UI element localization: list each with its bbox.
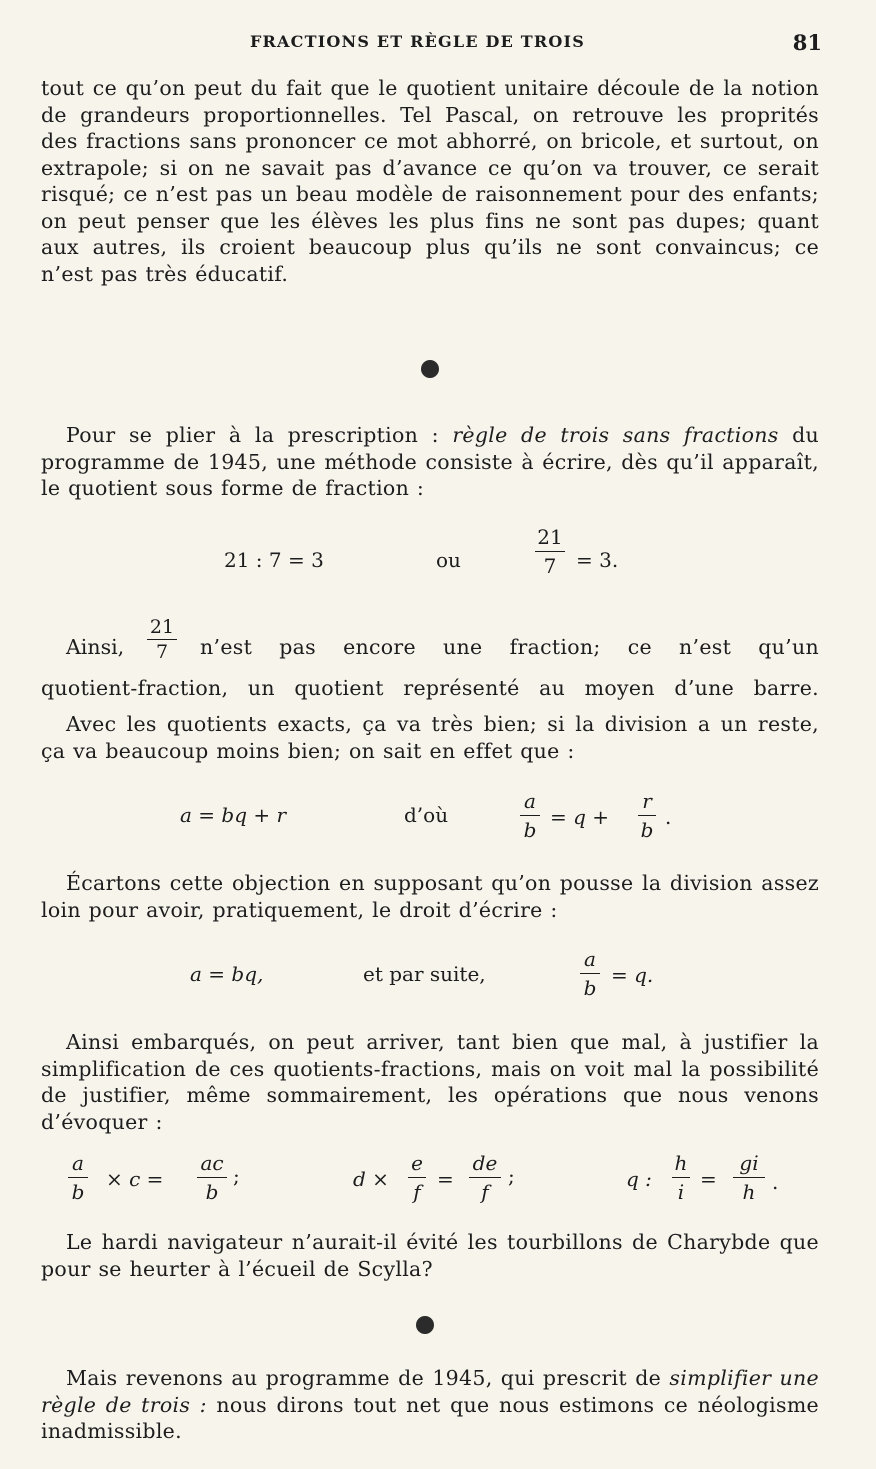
eq4-b-result-denominator: f (481, 1180, 489, 1204)
eq2-denominator-1: b (523, 818, 537, 842)
p3-fraction (147, 616, 177, 663)
eq4-a-end: ; (233, 1164, 240, 1188)
eq2-left: a = bq + r (180, 803, 287, 827)
p3-lead: Ainsi, (66, 635, 125, 659)
eq4-c-lead: q : (626, 1167, 652, 1191)
fraction-bar (520, 815, 540, 816)
eq2-end: . (665, 805, 672, 829)
eq4-b-denominator: f (413, 1180, 421, 1204)
eq4-a-denominator: b (71, 1180, 85, 1204)
fraction-bar (638, 815, 656, 816)
eq4-c-result-denominator: h (742, 1180, 756, 1204)
eq4-a-fraction (68, 1152, 88, 1203)
running-title: FRACTIONS ET RÈGLE DE TROIS (250, 32, 585, 51)
eq3-fraction (580, 948, 600, 999)
eq4-b-fraction (408, 1152, 426, 1203)
paragraph-2 (41, 422, 819, 502)
eq4-c-result (733, 1152, 765, 1203)
eq1-right: = 3. (576, 548, 619, 572)
eq3-left: a = bq, (190, 962, 264, 986)
paragraph-6: Ainsi embarqués, on peut arriver, tant bien que mal, à justifier la simplification de ces quotients-fractions, mais on voit mal la possibilité de justifier, même sommairement, les opérations que nous venons d’évoquer : (41, 1030, 819, 1134)
p8-italic: simplifier une règle de trois : (41, 1366, 819, 1417)
running-header (0, 30, 876, 56)
eq4-a-result-denominator: b (205, 1180, 219, 1204)
eq4-b-lead: d × (353, 1167, 389, 1191)
eq4-c-denominator: i (677, 1180, 685, 1204)
eq4-c-op: = (700, 1167, 717, 1191)
fraction-bar (733, 1177, 765, 1178)
paragraph-5: Écartons cette objection en supposant qu’on pousse la division assez loin pour avoir, pratiquement, le droit d’écrire : (41, 871, 819, 922)
p8-text-after: nous dirons tout net que nous estimons ce néologisme inadmissible. (41, 1392, 819, 1443)
eq4-c-result-numerator: gi (739, 1151, 759, 1175)
paragraph-1: tout ce qu’on peut du fait que le quotient unitaire découle de la notion de grandeurs proportionnelles. Tel Pascal, on retrouve les proprités des fractions sans prononcer ce mot abhorré, on bricole, et surtout, on extrapole; si on ne savait pas d’avance ce qu’on va trouver, ce serait risqué; ce n’est pas un beau modèle de raisonnement pour des enfants; on peut penser que les élèves les plus fins ne sont pas dupes; quant aux autres, ils croient beaucoup plus qu’ils ne sont convaincus; ce n’est pas très éducatif. (41, 76, 819, 286)
fraction-bar (580, 973, 600, 974)
eq4-a-numerator: a (72, 1151, 84, 1175)
p2-text: Pour se plier à la prescription : (66, 423, 453, 447)
fraction-bar (408, 1177, 426, 1178)
eq4-b-numerator: e (411, 1151, 423, 1175)
eq2-numerator-1: a (524, 789, 536, 813)
paragraph-8 (41, 1365, 819, 1445)
eq1-fraction (535, 526, 565, 577)
eq1-denominator: 7 (543, 554, 557, 578)
fraction-bar (68, 1177, 88, 1178)
section-bullet-1 (421, 360, 439, 378)
fraction-bar (147, 639, 177, 640)
eq2-mid: = q + (550, 805, 610, 829)
paragraph-7: Le hardi navigateur n’aurait-il évité les tourbillons de Charybde que pour se heurter à l’écueil de Scylla? (41, 1230, 819, 1281)
eq4-a-op: × c = (106, 1167, 164, 1191)
page-number: 81 (792, 30, 822, 55)
eq4-b-result (469, 1152, 501, 1203)
eq2-fraction-1 (520, 790, 540, 841)
eq3-right: = q. (611, 963, 654, 987)
eq2-denominator-2: b (640, 818, 654, 842)
eq1-numerator: 21 (537, 525, 563, 549)
eq2-connector: d’où (404, 803, 449, 827)
eq1-connector: ou (436, 548, 461, 572)
p3-line2: quotient-fraction, un quotient représenté au moyen d’une barre. (41, 676, 819, 700)
p3-tail: n’est pas encore une fraction; ce n’est qu’un (200, 635, 819, 659)
eq3-numerator: a (584, 947, 596, 971)
eq3-denominator: b (583, 976, 597, 1000)
eq3-connector: et par suite, (363, 962, 486, 986)
eq4-c-end: . (772, 1170, 779, 1194)
fraction-bar (672, 1177, 690, 1178)
p2-text-after: du programme de 1945, une méthode consiste à écrire, dès qu’il apparaît, le quotient sous forme de fraction : (41, 423, 819, 500)
eq4-b-result-numerator: de (472, 1151, 498, 1175)
section-bullet-2 (416, 1316, 434, 1334)
p3-denominator: 7 (155, 641, 169, 663)
eq4-c-numerator: h (674, 1151, 688, 1175)
paragraph-4: Avec les quotients exacts, ça va très bien; si la division a un reste, ça va beaucoup moins bien; on sait en effet que : (41, 712, 819, 763)
p3-numerator: 21 (149, 616, 175, 638)
p8-text: Mais revenons au programme de 1945, qui prescrit de (66, 1366, 670, 1390)
eq4-a-result-numerator: ac (200, 1151, 224, 1175)
fraction-bar (535, 551, 565, 552)
eq2-numerator-2: r (642, 789, 652, 813)
eq1-left: 21 : 7 = 3 (224, 548, 324, 572)
fraction-bar (469, 1177, 501, 1178)
eq4-a-result (197, 1152, 227, 1203)
eq4-b-op: = (437, 1167, 454, 1191)
p2-italic: règle de trois sans fractions (452, 423, 779, 447)
eq4-b-end: ; (508, 1164, 515, 1188)
eq2-fraction-2 (638, 790, 656, 841)
fraction-bar (197, 1177, 227, 1178)
eq4-c-fraction (672, 1152, 690, 1203)
